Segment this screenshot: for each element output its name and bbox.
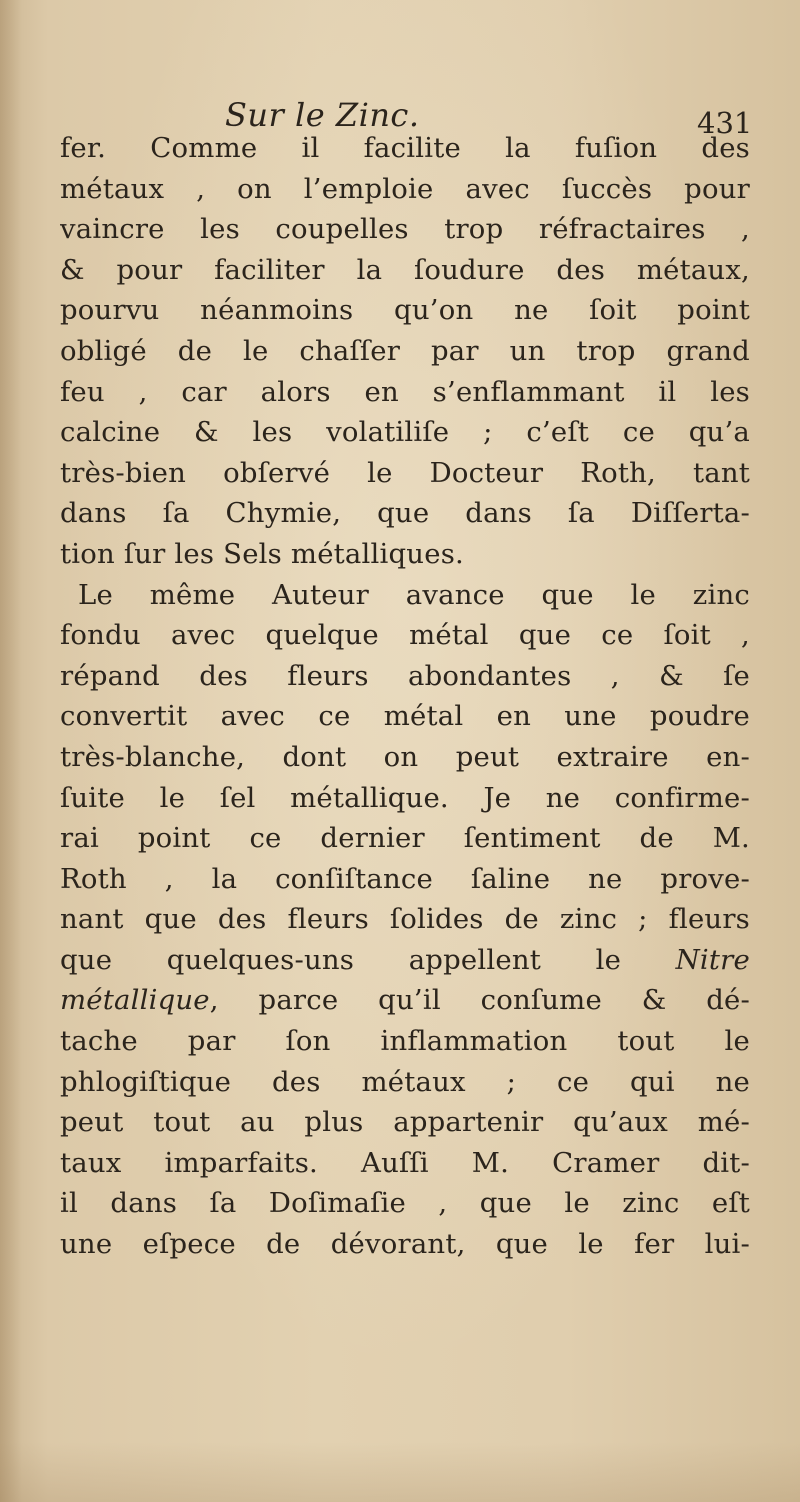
text-segment: répand des fleurs abondantes , & ſe — [60, 659, 750, 692]
text-line — [60, 859, 750, 900]
text-segment: feu , car alors en s’enflammant il les — [60, 375, 750, 408]
text-segment: rai point ce dernier ſentiment de M. — [60, 822, 750, 855]
text-segment: fer. Comme il facilite la fuſion des — [60, 132, 750, 164]
text-line — [60, 250, 750, 291]
text-line — [60, 940, 750, 981]
text-line — [60, 980, 750, 1021]
text-line — [60, 1224, 750, 1265]
text-line — [60, 818, 750, 859]
text-line — [60, 1021, 750, 1062]
text-line — [60, 372, 750, 413]
text-segment: peut tout au plus appartenir qu’aux mé- — [60, 1106, 750, 1139]
text-line — [60, 1143, 750, 1184]
text-line — [60, 899, 750, 940]
text-line — [60, 493, 750, 534]
text-segment: il dans ſa Doſimaſie , que le zinc eſt — [60, 1187, 750, 1220]
text-segment: très-blanche, dont on peut extraire en- — [60, 740, 750, 773]
text-line — [60, 331, 750, 372]
italic-text: Nitre — [675, 943, 750, 976]
text-line — [60, 696, 750, 737]
text-line — [60, 778, 750, 819]
text-line — [60, 412, 750, 453]
text-segment: Roth , la conſiſtance ſaline ne prove- — [60, 862, 750, 895]
text-segment: nant que des fleurs ſolides de zinc ; fleurs — [60, 903, 750, 936]
text-line — [60, 209, 750, 250]
text-segment: une eſpece de dévorant, que le fer lui- — [60, 1228, 750, 1261]
text-line — [60, 453, 750, 494]
body-text — [60, 128, 750, 1265]
text-segment: que quelques-uns appellent le — [60, 943, 676, 976]
text-segment: tion ſur les Sels métalliques. — [60, 537, 464, 570]
italic-text: métallique — [60, 984, 210, 1017]
text-segment: Le même Auteur avance que le zinc — [78, 578, 750, 611]
text-segment: convertit avec ce métal en une poudre — [60, 700, 750, 733]
text-segment: vaincre les coupelles trop réfractaires , — [60, 213, 750, 246]
text-line — [60, 290, 750, 331]
text-segment: métaux , on l’emploie avec ſuccès pour — [60, 172, 750, 205]
text-line — [60, 737, 750, 778]
text-segment: , parce qu’il conſume & dé- — [209, 984, 750, 1017]
text-line — [60, 1062, 750, 1103]
text-segment: pourvu néanmoins qu’on ne ſoit point — [60, 294, 750, 327]
text-line — [60, 575, 750, 616]
page-number: 431 — [697, 106, 753, 140]
text-segment: obligé de le chaſſer par un trop grand — [60, 334, 750, 367]
text-line — [60, 615, 750, 656]
text-segment: calcine & les volatiliſe ; c’eſt ce qu’a — [60, 416, 750, 449]
text-line — [60, 169, 750, 210]
text-segment: ſuite le ſel métallique. Je ne confirme- — [60, 781, 750, 814]
text-segment: & pour faciliter la ſoudure des métaux, — [60, 253, 750, 286]
text-segment: tache par ſon inflammation tout le — [60, 1025, 750, 1058]
text-line — [60, 534, 750, 575]
text-line — [60, 1102, 750, 1143]
text-line — [60, 656, 750, 697]
text-line — [60, 128, 750, 169]
text-segment: très-bien obſervé le Docteur Roth, tant — [60, 456, 750, 489]
text-segment: dans ſa Chymie, que dans ſa Diſſerta- — [60, 497, 750, 530]
text-segment: phlogiſtique des métaux ; ce qui ne — [60, 1065, 750, 1098]
text-segment: taux imparfaits. Auſſi M. Cramer dit- — [60, 1146, 750, 1179]
text-segment: fondu avec quelque métal que ce ſoit , — [60, 619, 750, 652]
running-head: Sur le Zinc. — [225, 96, 420, 134]
text-line — [60, 1183, 750, 1224]
